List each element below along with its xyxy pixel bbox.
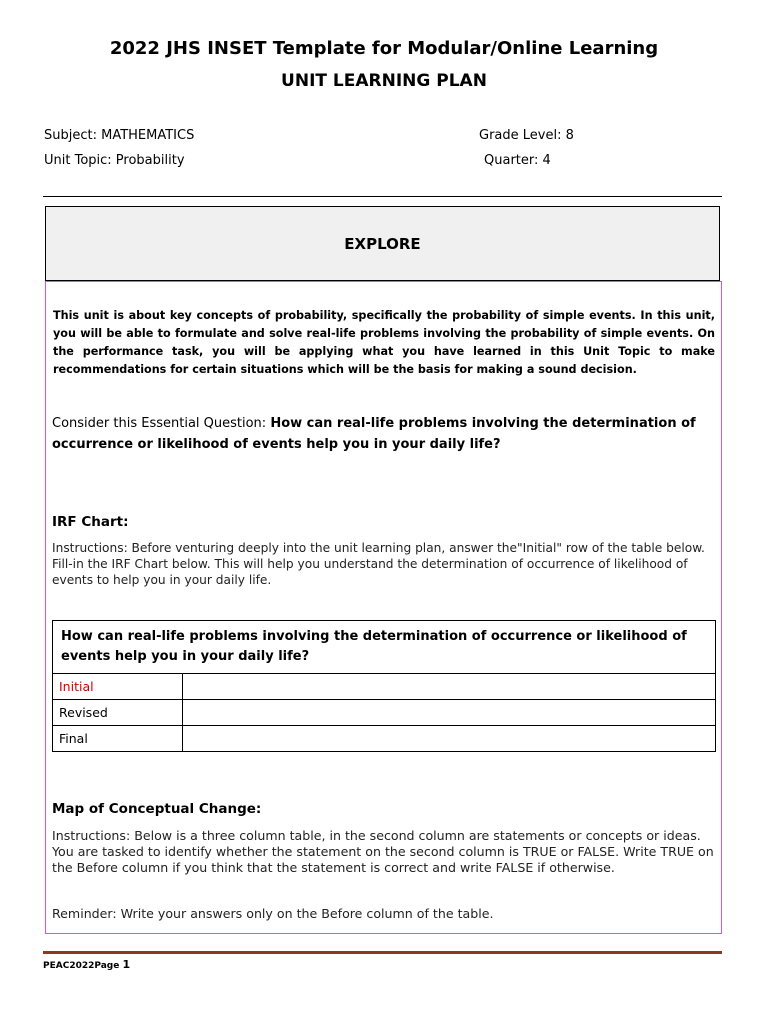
intro-paragraph: This unit is about key concepts of probability, specifically the probability of simple events. In this unit, you will be able to formulate and solve real-life problems involving the probability of simple events. On the performance task, you will be applying what you have learned in this Unit Topic to make recommendations for certain situations which will be the basis for making a sound decision. <box>53 309 715 376</box>
irf-answer-cell[interactable] <box>183 700 716 726</box>
map-instructions: Instructions: Below is a three column table, in the second column are statements or concepts or ideas. You are tasked to identify whether the statement on the second column is TRUE or FALSE. Write TRUE on the Before column if you think that the statement is correct and write FALSE if otherwise. <box>52 828 714 875</box>
page-footer <box>43 958 130 971</box>
footer-label: PEAC2022Page <box>43 961 123 971</box>
irf-row-revised <box>53 700 716 726</box>
irf-table-question: How can real-life problems involving the determination of occurrence or likelihood of events help you in your daily life? <box>53 621 716 674</box>
page-number: 1 <box>122 958 131 971</box>
irf-row-label: Revised <box>53 700 183 726</box>
document-subtitle: UNIT LEARNING PLAN <box>281 71 487 91</box>
unit-topic-label: Unit Topic: Probability <box>44 153 185 168</box>
grade-level-label: Grade Level: 8 <box>479 128 574 143</box>
irf-heading: IRF Chart: <box>52 514 129 530</box>
subject-label: Subject: MATHEMATICS <box>44 128 195 143</box>
irf-row-label: Final <box>53 726 183 752</box>
footer-divider <box>43 951 722 954</box>
irf-row-label: Initial <box>53 674 183 700</box>
irf-instructions: Instructions: Before venturing deeply into the unit learning plan, answer the"Initial" row of the table below. Fill-in the IRF Chart below. This will help you understand the determination of occurrence of likelihood of events to help you in your daily life. <box>52 541 705 587</box>
map-reminder: Reminder: Write your answers only on the Before column of the table. <box>52 906 494 921</box>
quarter-label: Quarter: 4 <box>484 153 551 168</box>
essential-question <box>52 413 716 455</box>
irf-table <box>52 620 716 752</box>
map-heading: Map of Conceptual Change: <box>52 801 262 817</box>
header-divider <box>43 196 722 197</box>
document-title: 2022 JHS INSET Template for Modular/Online Learning <box>109 38 659 59</box>
explore-heading: EXPLORE <box>344 234 421 253</box>
irf-answer-cell[interactable] <box>183 726 716 752</box>
essential-question-lead: Consider this Essential Question: <box>52 416 271 431</box>
irf-answer-cell[interactable] <box>183 674 716 700</box>
essential-question-text: How can real-life problems involving the determination of occurrence or likelihood of events help you in your daily life? <box>52 416 696 452</box>
irf-row-initial <box>53 674 716 700</box>
explore-banner <box>45 206 720 281</box>
irf-row-final <box>53 726 716 752</box>
